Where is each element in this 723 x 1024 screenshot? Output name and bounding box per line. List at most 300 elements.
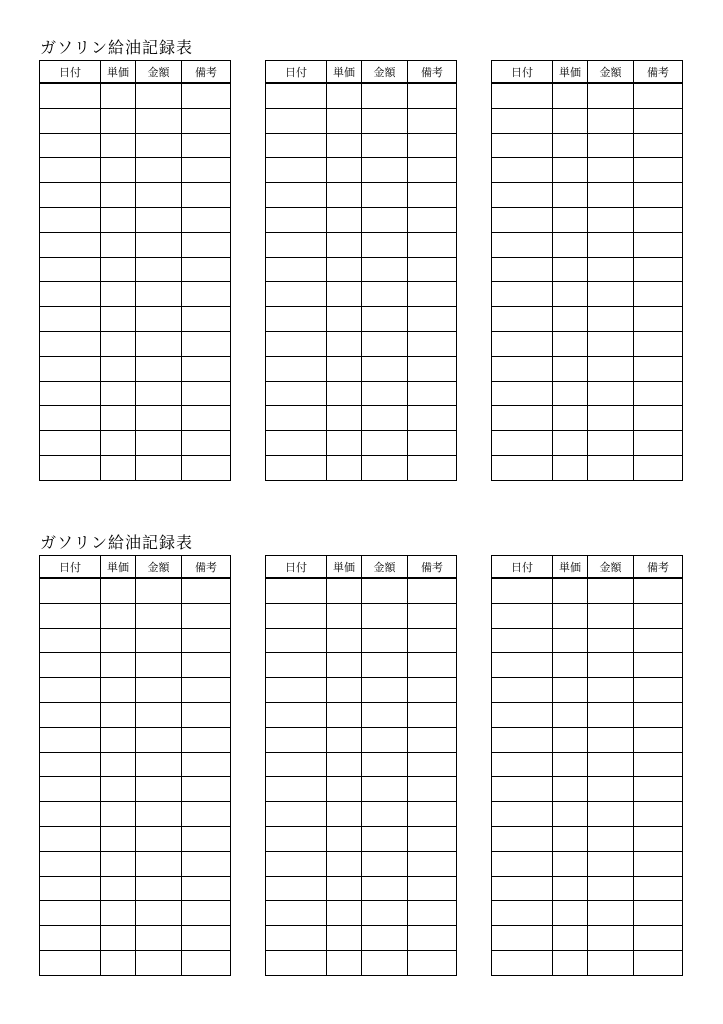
table-row — [40, 752, 231, 777]
cell-amount — [136, 307, 182, 332]
cell-notes — [182, 133, 231, 158]
cell-notes — [182, 331, 231, 356]
cell-amount — [588, 851, 634, 876]
cell-date — [40, 628, 101, 653]
column-header-notes: 備考 — [634, 61, 683, 84]
cell-notes — [634, 950, 683, 975]
cell-unit-price — [553, 455, 588, 480]
cell-unit-price — [101, 133, 136, 158]
table-row — [40, 282, 231, 307]
table-row — [40, 406, 231, 431]
cell-unit-price — [327, 208, 362, 233]
cell-unit-price — [101, 653, 136, 678]
cell-date — [492, 83, 553, 108]
cell-notes — [182, 901, 231, 926]
cell-date — [492, 133, 553, 158]
cell-date — [266, 752, 327, 777]
cell-date — [40, 926, 101, 951]
table-row — [266, 777, 457, 802]
cell-amount — [362, 331, 408, 356]
cell-date — [266, 356, 327, 381]
table-row — [266, 406, 457, 431]
cell-amount — [588, 431, 634, 456]
cell-notes — [408, 406, 457, 431]
table-row — [40, 183, 231, 208]
cell-amount — [588, 133, 634, 158]
page-title: ガソリン給油記録表 — [40, 533, 194, 552]
cell-notes — [182, 851, 231, 876]
cell-amount — [588, 826, 634, 851]
cell-amount — [362, 802, 408, 827]
cell-notes — [182, 603, 231, 628]
cell-amount — [136, 802, 182, 827]
cell-notes — [634, 133, 683, 158]
cell-date — [266, 727, 327, 752]
cell-notes — [634, 703, 683, 728]
cell-notes — [182, 83, 231, 108]
cell-date — [40, 257, 101, 282]
cell-amount — [588, 158, 634, 183]
cell-date — [40, 901, 101, 926]
cell-amount — [588, 381, 634, 406]
table-row — [40, 158, 231, 183]
column-header-amount: 金額 — [588, 61, 634, 84]
cell-amount — [588, 926, 634, 951]
cell-amount — [588, 331, 634, 356]
table-header-row — [40, 61, 231, 84]
cell-unit-price — [101, 282, 136, 307]
fuel-log-table — [265, 555, 457, 976]
cell-notes — [182, 703, 231, 728]
cell-date — [266, 158, 327, 183]
column-header-date: 日付 — [40, 61, 101, 84]
cell-date — [492, 851, 553, 876]
cell-amount — [362, 282, 408, 307]
cell-date — [40, 678, 101, 703]
cell-date — [266, 901, 327, 926]
table-row — [40, 901, 231, 926]
column-header-date: 日付 — [266, 556, 327, 579]
cell-amount — [588, 108, 634, 133]
cell-date — [40, 108, 101, 133]
cell-date — [492, 431, 553, 456]
table-row — [40, 926, 231, 951]
cell-date — [40, 331, 101, 356]
cell-unit-price — [553, 678, 588, 703]
cell-amount — [588, 777, 634, 802]
table-row — [266, 653, 457, 678]
cell-notes — [182, 208, 231, 233]
cell-unit-price — [327, 455, 362, 480]
table-row — [40, 431, 231, 456]
cell-unit-price — [553, 628, 588, 653]
column-header-amount: 金額 — [136, 61, 182, 84]
table-row — [266, 431, 457, 456]
cell-unit-price — [101, 83, 136, 108]
cell-amount — [136, 232, 182, 257]
cell-date — [40, 133, 101, 158]
cell-unit-price — [553, 431, 588, 456]
cell-notes — [182, 678, 231, 703]
cell-notes — [634, 257, 683, 282]
cell-unit-price — [553, 603, 588, 628]
table-row — [266, 851, 457, 876]
column-header-unit-price: 単価 — [327, 556, 362, 579]
table-row — [492, 83, 683, 108]
cell-notes — [408, 802, 457, 827]
cell-date — [266, 851, 327, 876]
cell-date — [492, 158, 553, 183]
cell-notes — [408, 777, 457, 802]
cell-notes — [408, 876, 457, 901]
cell-unit-price — [327, 356, 362, 381]
table-row — [492, 603, 683, 628]
cell-notes — [408, 158, 457, 183]
column-header-amount: 金額 — [362, 61, 408, 84]
cell-amount — [362, 826, 408, 851]
cell-date — [40, 307, 101, 332]
table-row — [40, 826, 231, 851]
cell-notes — [634, 307, 683, 332]
cell-unit-price — [327, 876, 362, 901]
cell-date — [40, 83, 101, 108]
cell-unit-price — [553, 727, 588, 752]
cell-unit-price — [327, 108, 362, 133]
cell-amount — [588, 802, 634, 827]
cell-unit-price — [553, 232, 588, 257]
cell-notes — [634, 83, 683, 108]
cell-amount — [362, 108, 408, 133]
cell-date — [492, 603, 553, 628]
table-row — [492, 431, 683, 456]
cell-amount — [136, 455, 182, 480]
table-row — [492, 851, 683, 876]
cell-unit-price — [101, 257, 136, 282]
cell-amount — [136, 108, 182, 133]
cell-date — [40, 752, 101, 777]
cell-unit-price — [101, 950, 136, 975]
cell-amount — [362, 232, 408, 257]
cell-amount — [136, 752, 182, 777]
cell-notes — [408, 108, 457, 133]
cell-date — [266, 455, 327, 480]
cell-unit-price — [553, 777, 588, 802]
cell-amount — [362, 777, 408, 802]
cell-amount — [136, 381, 182, 406]
cell-amount — [588, 901, 634, 926]
cell-notes — [182, 802, 231, 827]
cell-amount — [136, 950, 182, 975]
cell-amount — [136, 158, 182, 183]
column-header-unit-price: 単価 — [553, 556, 588, 579]
cell-amount — [362, 455, 408, 480]
cell-notes — [408, 950, 457, 975]
cell-unit-price — [101, 108, 136, 133]
cell-unit-price — [553, 133, 588, 158]
cell-date — [40, 876, 101, 901]
cell-amount — [588, 752, 634, 777]
cell-date — [492, 826, 553, 851]
table-row — [492, 158, 683, 183]
column-header-unit-price: 単価 — [553, 61, 588, 84]
cell-unit-price — [327, 282, 362, 307]
cell-unit-price — [327, 406, 362, 431]
cell-notes — [634, 282, 683, 307]
table-row — [266, 455, 457, 480]
table-row — [266, 926, 457, 951]
cell-unit-price — [327, 678, 362, 703]
cell-amount — [588, 208, 634, 233]
cell-unit-price — [553, 257, 588, 282]
cell-unit-price — [327, 158, 362, 183]
table-row — [40, 703, 231, 728]
cell-notes — [182, 232, 231, 257]
cell-notes — [634, 158, 683, 183]
cell-notes — [408, 183, 457, 208]
cell-unit-price — [553, 876, 588, 901]
cell-date — [40, 232, 101, 257]
cell-amount — [136, 83, 182, 108]
table-row — [492, 926, 683, 951]
table-row — [266, 727, 457, 752]
cell-unit-price — [553, 578, 588, 603]
cell-amount — [588, 950, 634, 975]
cell-amount — [136, 183, 182, 208]
cell-date — [266, 603, 327, 628]
cell-unit-price — [101, 431, 136, 456]
table-row — [266, 802, 457, 827]
cell-notes — [182, 777, 231, 802]
cell-notes — [634, 901, 683, 926]
cell-amount — [588, 455, 634, 480]
cell-notes — [408, 752, 457, 777]
cell-notes — [182, 431, 231, 456]
cell-notes — [182, 455, 231, 480]
table-row — [40, 133, 231, 158]
cell-unit-price — [327, 183, 362, 208]
cell-date — [266, 133, 327, 158]
cell-unit-price — [553, 950, 588, 975]
cell-unit-price — [553, 901, 588, 926]
cell-notes — [408, 578, 457, 603]
cell-unit-price — [327, 653, 362, 678]
cell-unit-price — [327, 901, 362, 926]
table-row — [492, 653, 683, 678]
cell-unit-price — [553, 356, 588, 381]
table-row — [40, 603, 231, 628]
cell-notes — [182, 406, 231, 431]
cell-notes — [634, 628, 683, 653]
cell-amount — [588, 876, 634, 901]
fuel-log-table — [491, 60, 683, 481]
cell-unit-price — [101, 183, 136, 208]
cell-notes — [634, 653, 683, 678]
cell-notes — [634, 826, 683, 851]
cell-amount — [136, 208, 182, 233]
cell-date — [492, 356, 553, 381]
cell-date — [492, 876, 553, 901]
table-header-row — [492, 61, 683, 84]
column-header-notes: 備考 — [182, 556, 231, 579]
cell-notes — [182, 307, 231, 332]
cell-unit-price — [101, 455, 136, 480]
cell-notes — [634, 381, 683, 406]
cell-unit-price — [101, 826, 136, 851]
cell-date — [492, 653, 553, 678]
table-row — [492, 826, 683, 851]
cell-amount — [362, 752, 408, 777]
cell-date — [492, 282, 553, 307]
cell-amount — [362, 183, 408, 208]
table-row — [40, 455, 231, 480]
cell-date — [40, 282, 101, 307]
cell-date — [492, 628, 553, 653]
cell-notes — [634, 851, 683, 876]
column-header-notes: 備考 — [634, 556, 683, 579]
cell-notes — [408, 826, 457, 851]
cell-date — [266, 83, 327, 108]
cell-unit-price — [101, 356, 136, 381]
table-row — [266, 381, 457, 406]
cell-unit-price — [101, 926, 136, 951]
cell-notes — [634, 678, 683, 703]
table-row — [40, 381, 231, 406]
table-row — [266, 232, 457, 257]
cell-amount — [136, 727, 182, 752]
cell-notes — [408, 653, 457, 678]
cell-unit-price — [101, 876, 136, 901]
cell-unit-price — [553, 381, 588, 406]
cell-notes — [182, 282, 231, 307]
table-row — [40, 208, 231, 233]
table-row — [492, 777, 683, 802]
cell-unit-price — [327, 257, 362, 282]
cell-unit-price — [101, 628, 136, 653]
cell-notes — [182, 826, 231, 851]
table-row — [266, 356, 457, 381]
table-row — [266, 208, 457, 233]
cell-unit-price — [553, 158, 588, 183]
cell-date — [266, 777, 327, 802]
cell-unit-price — [101, 232, 136, 257]
cell-date — [40, 406, 101, 431]
cell-unit-price — [553, 653, 588, 678]
cell-date — [40, 802, 101, 827]
table-row — [40, 628, 231, 653]
table-row — [492, 950, 683, 975]
cell-date — [266, 232, 327, 257]
cell-notes — [182, 108, 231, 133]
cell-notes — [408, 83, 457, 108]
table-header-row — [266, 61, 457, 84]
cell-amount — [136, 876, 182, 901]
table-row — [266, 108, 457, 133]
column-header-date: 日付 — [40, 556, 101, 579]
cell-unit-price — [327, 603, 362, 628]
cell-unit-price — [101, 777, 136, 802]
table-row — [492, 901, 683, 926]
table-row — [266, 950, 457, 975]
cell-date — [492, 678, 553, 703]
table-row — [492, 578, 683, 603]
cell-notes — [182, 356, 231, 381]
table-header-row — [40, 556, 231, 579]
cell-date — [266, 628, 327, 653]
cell-date — [492, 208, 553, 233]
cell-amount — [136, 431, 182, 456]
cell-notes — [408, 727, 457, 752]
cell-amount — [362, 603, 408, 628]
cell-notes — [408, 455, 457, 480]
cell-unit-price — [327, 83, 362, 108]
cell-date — [40, 578, 101, 603]
cell-date — [492, 406, 553, 431]
cell-unit-price — [553, 703, 588, 728]
cell-date — [492, 752, 553, 777]
fuel-log-table — [39, 555, 231, 976]
cell-notes — [634, 183, 683, 208]
cell-date — [266, 431, 327, 456]
cell-notes — [408, 678, 457, 703]
cell-date — [266, 578, 327, 603]
cell-notes — [634, 232, 683, 257]
cell-unit-price — [553, 183, 588, 208]
cell-notes — [408, 381, 457, 406]
cell-notes — [634, 455, 683, 480]
table-row — [40, 232, 231, 257]
column-header-unit-price: 単価 — [327, 61, 362, 84]
cell-amount — [362, 578, 408, 603]
cell-amount — [588, 406, 634, 431]
table-row — [266, 307, 457, 332]
cell-amount — [362, 926, 408, 951]
cell-date — [266, 406, 327, 431]
cell-date — [266, 282, 327, 307]
cell-unit-price — [101, 851, 136, 876]
column-header-unit-price: 単価 — [101, 556, 136, 579]
cell-date — [492, 802, 553, 827]
cell-date — [266, 108, 327, 133]
cell-unit-price — [101, 208, 136, 233]
table-row — [492, 282, 683, 307]
cell-amount — [136, 331, 182, 356]
table-row — [492, 208, 683, 233]
cell-unit-price — [327, 802, 362, 827]
cell-notes — [634, 802, 683, 827]
cell-amount — [362, 653, 408, 678]
table-row — [40, 727, 231, 752]
cell-unit-price — [101, 406, 136, 431]
cell-unit-price — [327, 851, 362, 876]
column-header-date: 日付 — [266, 61, 327, 84]
cell-notes — [634, 208, 683, 233]
cell-amount — [362, 307, 408, 332]
cell-unit-price — [553, 851, 588, 876]
table-row — [492, 752, 683, 777]
table-row — [492, 381, 683, 406]
cell-amount — [362, 208, 408, 233]
cell-amount — [588, 578, 634, 603]
table-row — [492, 257, 683, 282]
cell-amount — [136, 406, 182, 431]
cell-notes — [182, 628, 231, 653]
table-row — [492, 183, 683, 208]
cell-amount — [136, 826, 182, 851]
page-title: ガソリン給油記録表 — [40, 38, 194, 57]
cell-unit-price — [553, 208, 588, 233]
table-row — [40, 777, 231, 802]
cell-amount — [136, 777, 182, 802]
